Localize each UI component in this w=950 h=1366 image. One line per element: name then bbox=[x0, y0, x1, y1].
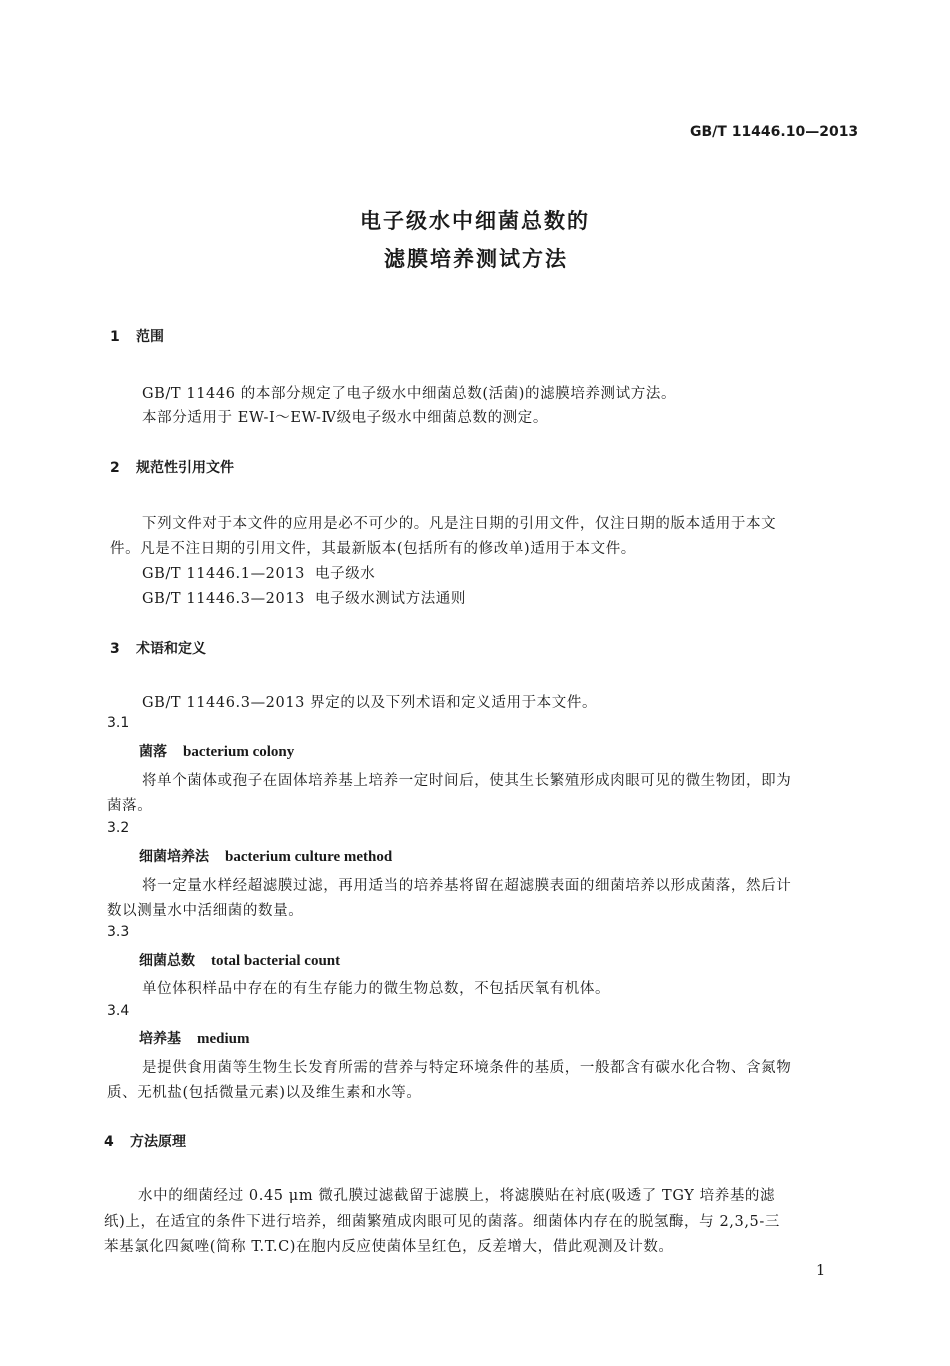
term-number: 3.1 bbox=[107, 715, 130, 731]
section-number: 4 bbox=[104, 1134, 114, 1150]
standard-code: GB/T 11446.10—2013 bbox=[690, 124, 859, 140]
section-2-heading bbox=[110, 457, 234, 477]
title-line-1: 电子级水中细菌总数的 bbox=[360, 209, 590, 233]
paragraph: 件。凡是不注日期的引用文件，其最新版本(包括所有的修改单)适用于本文件。 bbox=[110, 541, 636, 557]
paragraph: 本部分适用于 EW-Ⅰ～EW-Ⅳ级电子级水中细菌总数的测定。 bbox=[142, 410, 548, 426]
term-en: medium bbox=[197, 1031, 250, 1047]
term-number: 3.4 bbox=[107, 1003, 130, 1019]
section-1-heading bbox=[110, 326, 164, 346]
section-4-heading bbox=[104, 1131, 186, 1151]
section-number: 3 bbox=[110, 641, 120, 657]
term-number: 3.3 bbox=[107, 924, 130, 940]
paragraph: 苯基氯化四氮唑(简称 T.T.C)在胞内反应使菌体呈红色，反差增大，借此观测及计数。 bbox=[104, 1239, 674, 1255]
term bbox=[139, 741, 294, 761]
paragraph: GB/T 11446 的本部分规定了电子级水中细菌总数(活菌)的滤膜培养测试方法。 bbox=[142, 386, 677, 402]
term-zh: 细菌培养法 bbox=[139, 849, 209, 865]
term-number: 3.2 bbox=[107, 820, 130, 836]
section-number: 2 bbox=[110, 460, 120, 476]
term-definition: 质、无机盐(包括微量元素)以及维生素和水等。 bbox=[107, 1085, 422, 1101]
title-line-2: 滤膜培养测试方法 bbox=[384, 247, 568, 271]
reference-title: 电子级水测试方法通则 bbox=[315, 591, 466, 607]
section-title: 术语和定义 bbox=[136, 641, 206, 657]
term-definition: 将单个菌体或孢子在固体培养基上培养一定时间后，使其生长繁殖形成肉眼可见的微生物团，即为 bbox=[142, 773, 792, 789]
term-en: bacterium colony bbox=[183, 744, 295, 760]
section-title: 范围 bbox=[136, 329, 164, 345]
page-number: 1 bbox=[816, 1263, 826, 1279]
term bbox=[139, 846, 392, 866]
term bbox=[139, 950, 340, 970]
section-title: 方法原理 bbox=[130, 1134, 186, 1150]
paragraph: 下列文件对于本文件的应用是必不可少的。凡是注日期的引用文件，仅注日期的版本适用于本文 bbox=[142, 516, 777, 532]
paragraph: 纸)上，在适宜的条件下进行培养，细菌繁殖成肉眼可见的菌落。细菌体内存在的脱氢酶，与 2,3,5-三 bbox=[104, 1214, 780, 1230]
term-zh: 细菌总数 bbox=[139, 953, 195, 969]
section-title: 规范性引用文件 bbox=[136, 460, 234, 476]
paragraph: GB/T 11446.3—2013 界定的以及下列术语和定义适用于本文件。 bbox=[142, 695, 598, 711]
reference-code: GB/T 11446.1—2013 bbox=[142, 566, 305, 582]
term-definition: 将一定量水样经超滤膜过滤，再用适当的培养基将留在超滤膜表面的细菌培养以形成菌落，然后计 bbox=[142, 878, 792, 894]
reference-title: 电子级水 bbox=[315, 566, 376, 582]
paragraph: 水中的细菌经过 0.45 μm 微孔膜过滤截留于滤膜上，将滤膜贴在衬底(吸透了 TGY 培养基的滤 bbox=[138, 1188, 776, 1204]
section-number: 1 bbox=[110, 329, 120, 345]
term-en: bacterium culture method bbox=[225, 849, 393, 865]
term-en: total bacterial count bbox=[211, 953, 341, 969]
reference-item bbox=[142, 587, 466, 608]
term-definition: 数以测量水中活细菌的数量。 bbox=[107, 903, 304, 919]
reference-item bbox=[142, 562, 375, 583]
term-zh: 培养基 bbox=[139, 1031, 181, 1047]
term-zh: 菌落 bbox=[139, 744, 167, 760]
term bbox=[139, 1028, 250, 1048]
term-definition: 单位体积样品中存在的有生存能力的微生物总数，不包括厌氧有机体。 bbox=[142, 981, 611, 997]
term-definition: 是提供食用菌等生物生长发育所需的营养与特定环境条件的基质，一般都含有碳水化合物、含氮物 bbox=[142, 1060, 792, 1076]
section-3-heading bbox=[110, 638, 206, 658]
term-definition: 菌落。 bbox=[107, 798, 153, 814]
reference-code: GB/T 11446.3—2013 bbox=[142, 591, 305, 607]
